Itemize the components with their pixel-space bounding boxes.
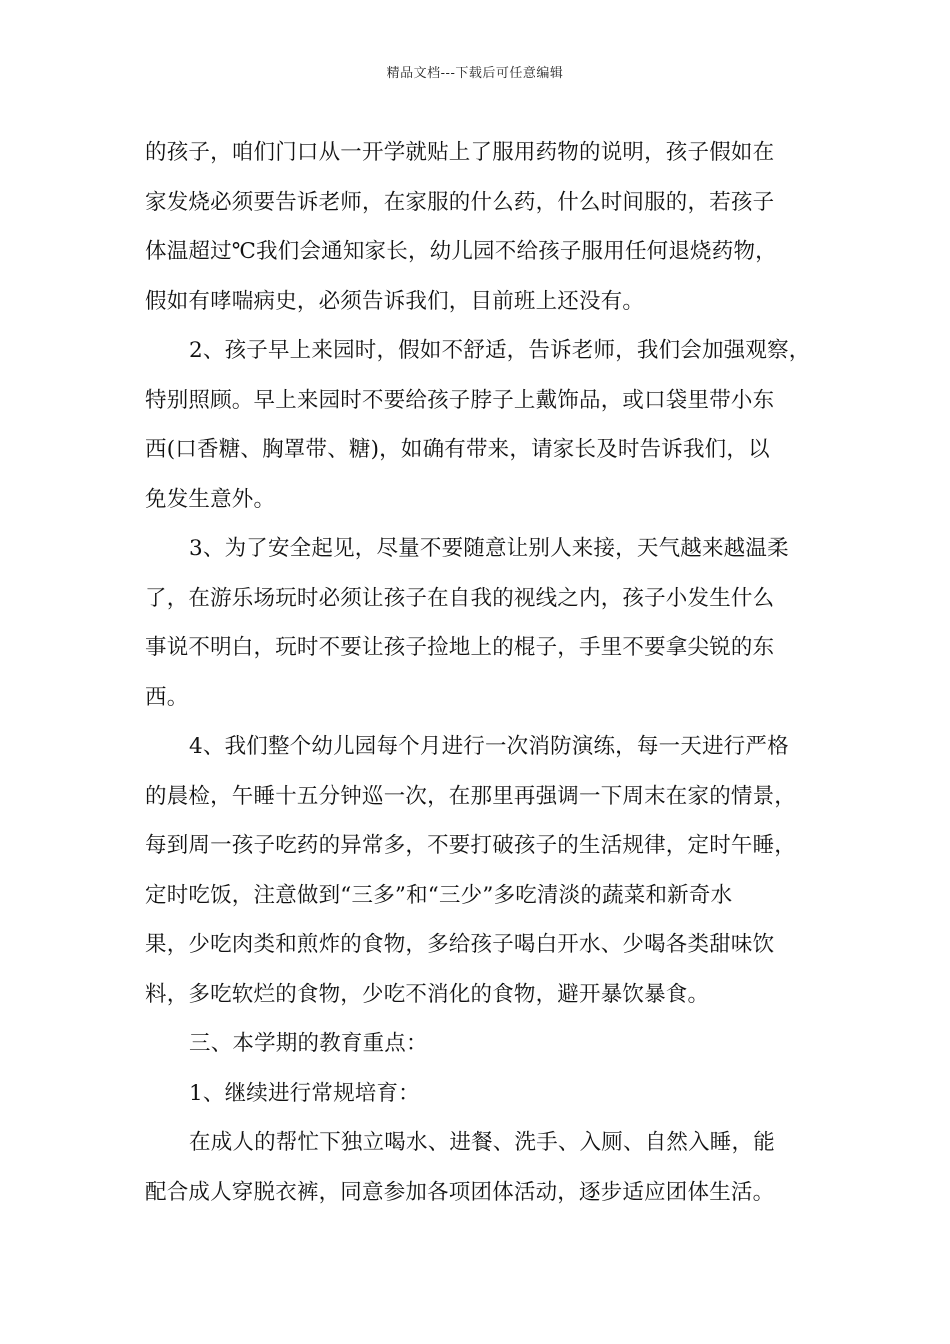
document-body xyxy=(145,128,810,1217)
page-header: 精品文档---下载后可任意编辑 xyxy=(386,66,564,81)
paragraph-start-line: 2、孩子早上来园时，假如不舒适，告诉老师，我们会加强观察， xyxy=(189,338,811,363)
text-line: 配合成人穿脱衣裤，同意参加各项团体活动，逐步适应团体生活。 xyxy=(145,1179,775,1205)
text-line: 体温超过℃我们会通知家长，幼儿园不给孩子服用任何退烧药物， xyxy=(145,239,777,264)
text-line: 了，在游乐场玩时必须让孩子在自我的视线之内，孩子小发生什么 xyxy=(145,585,775,611)
paragraph-start-line: 在成人的帮忙下独立喝水、进餐、洗手、入厕、自然入睡，能 xyxy=(189,1130,775,1155)
text-line: 西(口香糖、胸罩带、糖)，如确有带来，请家长及时告诉我们，以 xyxy=(145,437,770,462)
text-line: 事说不明白，玩时不要让孩子捡地上的棍子，手里不要拿尖锐的东 xyxy=(145,635,775,660)
text-line: 特别照顾。早上来园时不要给孩子脖子上戴饰品，或口袋里带小东 xyxy=(145,387,775,413)
section-heading: 三、本学期的教育重点： xyxy=(189,1031,428,1056)
paragraph-start-line: 4、我们整个幼儿园每个月进行一次消防演练，每一天进行严格 xyxy=(189,734,789,759)
text-line: 的晨检，午睡十五分钟巡一次，在那里再强调一下周末在家的情景， xyxy=(145,783,797,809)
subsection-heading: 1、继续进行常规培育： xyxy=(189,1080,420,1106)
text-line: 家发烧必须要告诉老师，在家服的什么药，什么时间服的，若孩子 xyxy=(145,189,775,215)
text-line: 料，多吃软烂的食物，少吃不消化的食物，避开暴饮暴食。 xyxy=(145,981,710,1007)
text-line: 定时吃饭，注意做到“三多”和“三少”多吃清淡的蔬菜和新奇水 xyxy=(145,882,733,908)
text-line: 每到周一孩子吃药的异常多，不要打破孩子的生活规律，定时午睡， xyxy=(145,833,797,858)
text-line: 假如有哮喘病史，必须告诉我们，目前班上还没有。 xyxy=(145,288,645,314)
text-line: 果，少吃肉类和煎炸的食物，多给孩子喝白开水、少喝各类甜味饮 xyxy=(145,932,775,957)
text-line: 免发生意外。 xyxy=(145,486,276,512)
text-line: 西。 xyxy=(145,684,189,710)
text-line: 的孩子，咱们门口从一开学就贴上了服用药物的说明，孩子假如在 xyxy=(145,140,775,165)
paragraph-start-line: 3、为了安全起见，尽量不要随意让别人来接，天气越来越温柔 xyxy=(189,536,789,561)
